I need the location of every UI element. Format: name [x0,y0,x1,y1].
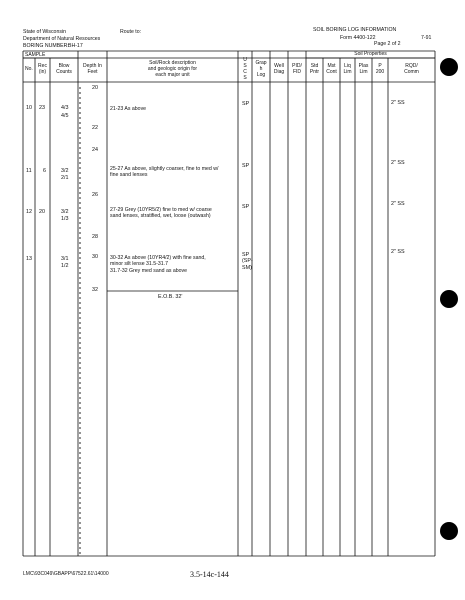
soil-properties-heading: Soil Properties [354,51,387,57]
sample-rec: 6 [43,168,46,174]
col-uscs-c: C [243,69,247,75]
footer-file-path: LMC\93C049\GBAPP\67522.61\14000 [23,571,109,577]
depth-mark: 26 [92,192,98,198]
footer-page-code: 3.5-14c-144 [190,570,229,579]
sample-comment: 2" SS [391,201,405,207]
col-pid-2: FID [292,69,302,75]
col-std-1: Std [310,63,319,69]
col-rqd-1: RQD/ [405,63,418,69]
col-graph-1: Grap [255,60,267,66]
col-mst-2: Cont [326,69,337,75]
depth-mark: 30 [92,254,98,260]
sample-desc: 30-32 As above (10YR4/2) with fine sand, minor silt lense 31.5-31.7 31.7-32 Grey med sand as above [110,255,206,274]
depth-mark: 22 [92,125,98,131]
sample-uscs: SP [242,101,250,107]
col-plas-2: Lim [359,69,368,75]
col-blow-1: Blow [58,63,70,69]
sample-desc: 27-29 Grey (10YR5/2) fine to med w/ coarse sand lenses, stratified, wet, loose (outwash) [110,207,212,220]
sample-blow: 4/3 [61,105,69,111]
col-depth-1: Depth In [83,63,102,69]
depth-mark: 32 [92,287,98,293]
col-rec-1: Rec [38,63,47,69]
col-uscs-s1: S [243,63,247,69]
sample-comment: 2" SS [391,249,405,255]
sample-no: 12 [26,209,32,215]
state-label: State of Wisconsin [23,29,66,35]
sample-no: 10 [26,105,32,111]
sample-blow: 2/1 [61,175,69,181]
col-p200-2: 200 [375,69,385,75]
sample-uscs: SP (SP- SM) [242,252,253,271]
sample-rec: 23 [39,105,45,111]
form-revision: 7-91 [421,35,432,41]
sample-blow: 3/2 [61,168,69,174]
depth-mark: 24 [92,147,98,153]
punch-hole-bottom-icon [440,522,458,540]
col-rec-2: (in) [38,69,47,75]
col-plas-1: Plas [358,63,369,69]
sample-no: 13 [26,256,32,262]
sample-blow: 1/2 [61,263,69,269]
col-blow-2: Counts [56,69,72,75]
punch-hole-top-icon [440,58,458,76]
sample-comment: 2" SS [391,160,405,166]
col-desc-1: Soil/Rock description [149,60,196,66]
sample-blow: 3/2 [61,209,69,215]
end-of-boring: E.O.B. 32' [158,294,183,300]
depth-mark: 28 [92,234,98,240]
page-number: Page 2 of 2 [374,41,401,47]
depth-ticks [79,88,81,553]
col-uscs-s2: S [243,75,247,81]
punch-hole-middle-icon [440,290,458,308]
route-to-label: Route to: [120,29,142,35]
depth-mark: 20 [92,85,98,91]
sample-comment: 2" SS [391,100,405,106]
col-std-2: Pntr [309,69,320,75]
col-desc-3: each major unit [155,72,190,78]
sample-desc: 25-27 As above, slightly coarser, fine to med w/ fine sand lenses [110,166,219,179]
sample-blow: 3/1 [61,256,69,262]
sample-uscs: SP [242,204,250,210]
boring-number: BH-17 [68,43,83,49]
col-rqd-2: Comm [404,69,419,75]
form-title: SOIL BORING LOG INFORMATION [313,27,397,33]
sample-no: 11 [26,168,32,174]
col-uscs-u: U [243,57,247,63]
col-graph-3: Log [256,72,266,78]
col-graph-2: h [259,66,263,72]
col-mst-1: Mst [327,63,336,69]
sample-blow: 4/5 [61,113,69,119]
col-well-1: Well [274,63,284,69]
col-well-2: Diag [273,69,285,75]
col-p200-1: P [378,63,382,69]
form-number: Form 4400-122 [340,35,376,41]
department-label: Department of Natural Resources [23,36,101,42]
sample-rec: 20 [39,209,45,215]
col-desc-2: and geologic origin for [147,66,198,72]
col-no: No. [25,66,33,72]
boring-number-label: BORING NUMBER: [23,43,69,49]
col-liq-1: Liq [344,63,351,69]
col-depth-2: Feet [87,69,98,75]
sample-blow: 1/3 [61,216,69,222]
sample-uscs: SP [242,163,250,169]
col-pid-1: PID/ [292,63,302,69]
sample-heading: SAMPLE [25,52,46,58]
sample-desc: 21-23 As above [110,106,147,112]
col-liq-2: Lim [343,69,352,75]
